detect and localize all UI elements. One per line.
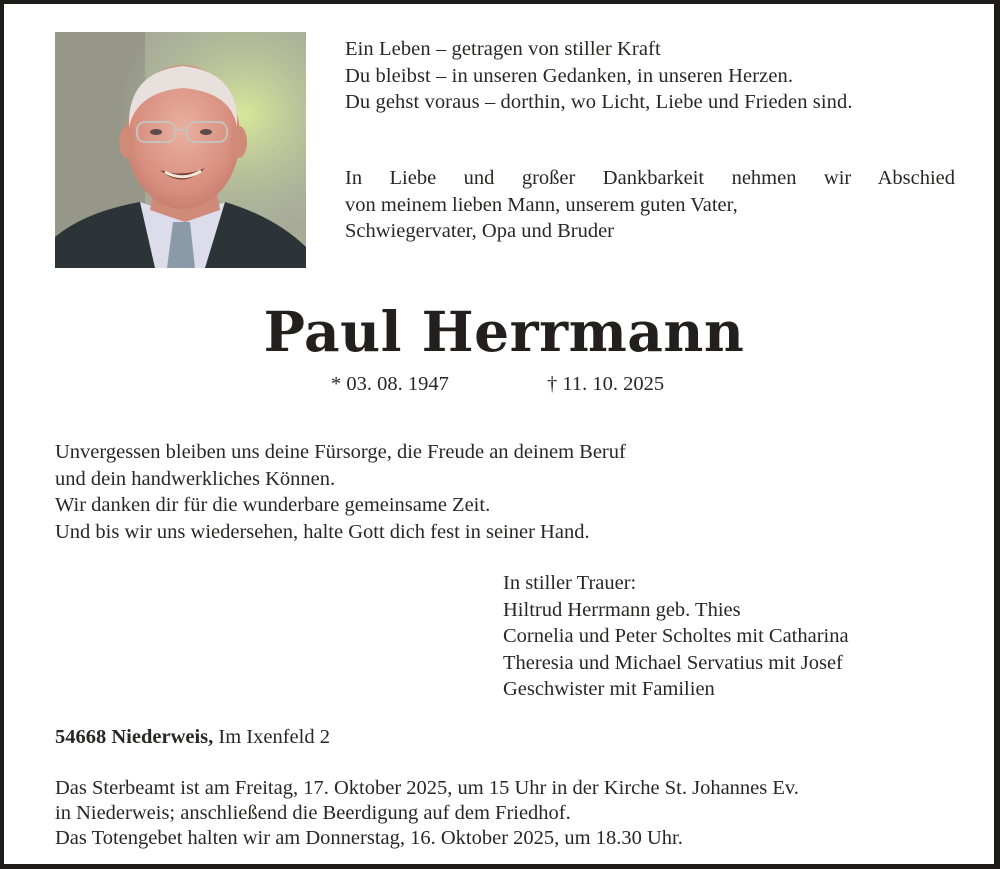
intro-line: In Liebe und großer Dankbarkeit nehmen wir Abschied xyxy=(345,167,955,189)
life-dates xyxy=(4,373,1000,401)
address-street: Im Ixenfeld 2 xyxy=(213,726,330,748)
deceased-name: Paul Herrmann xyxy=(263,299,745,364)
poem-verse xyxy=(345,36,853,116)
remembrance-line: Und bis wir uns wiedersehen, halte Gott dich fest in seiner Hand. xyxy=(55,520,590,543)
mourner: Hiltrud Herrmann geb. Thies xyxy=(503,598,741,621)
portrait-image-icon xyxy=(55,32,306,268)
mourners-list xyxy=(503,570,849,703)
mourners-heading: In stiller Trauer: xyxy=(503,572,637,594)
birth-date: * 03. 08. 1947 xyxy=(331,373,449,395)
portrait-photo xyxy=(55,32,306,268)
remembrance-line: Unvergessen bleiben uns deine Fürsorge, die Freude an deinem Beruf xyxy=(55,441,626,463)
funeral-service-info xyxy=(55,776,799,851)
service-line: in Niederweis; anschließend die Beerdigung auf dem Friedhof. xyxy=(55,802,571,824)
remembrance-line: und dein handwerkliches Können. xyxy=(55,467,336,490)
intro-line: Schwiegervater, Opa und Bruder xyxy=(345,220,615,242)
poem-line: Ein Leben – getragen von stiller Kraft xyxy=(345,38,661,60)
mourner: Geschwister mit Familien xyxy=(503,678,715,700)
remembrance-text xyxy=(55,439,626,545)
service-line: Das Sterbeamt ist am Freitag, 17. Oktober 2025, um 15 Uhr in der Kirche St. Johannes Ev. xyxy=(55,777,799,799)
poem-line: Du bleibst – in unseren Gedanken, in unseren Herzen. xyxy=(345,64,794,87)
family-address xyxy=(55,724,330,750)
farewell-intro xyxy=(345,165,955,245)
address-postal-city: 54668 Niederweis, xyxy=(55,726,214,748)
poem-line: Du gehst voraus – dorthin, wo Licht, Liebe und Frieden sind. xyxy=(345,91,853,113)
death-date: † 11. 10. 2025 xyxy=(547,373,665,395)
service-line: Das Totengebet halten wir am Donnerstag, 16. Oktober 2025, um 18.30 Uhr. xyxy=(55,827,683,849)
remembrance-line: Wir danken dir für die wunderbare gemeinsame Zeit. xyxy=(55,494,491,516)
intro-line: von meinem lieben Mann, unserem guten Vater, xyxy=(345,193,738,216)
mourner: Theresia und Michael Servatius mit Josef xyxy=(503,651,843,674)
mourner: Cornelia und Peter Scholtes mit Catharina xyxy=(503,625,849,647)
